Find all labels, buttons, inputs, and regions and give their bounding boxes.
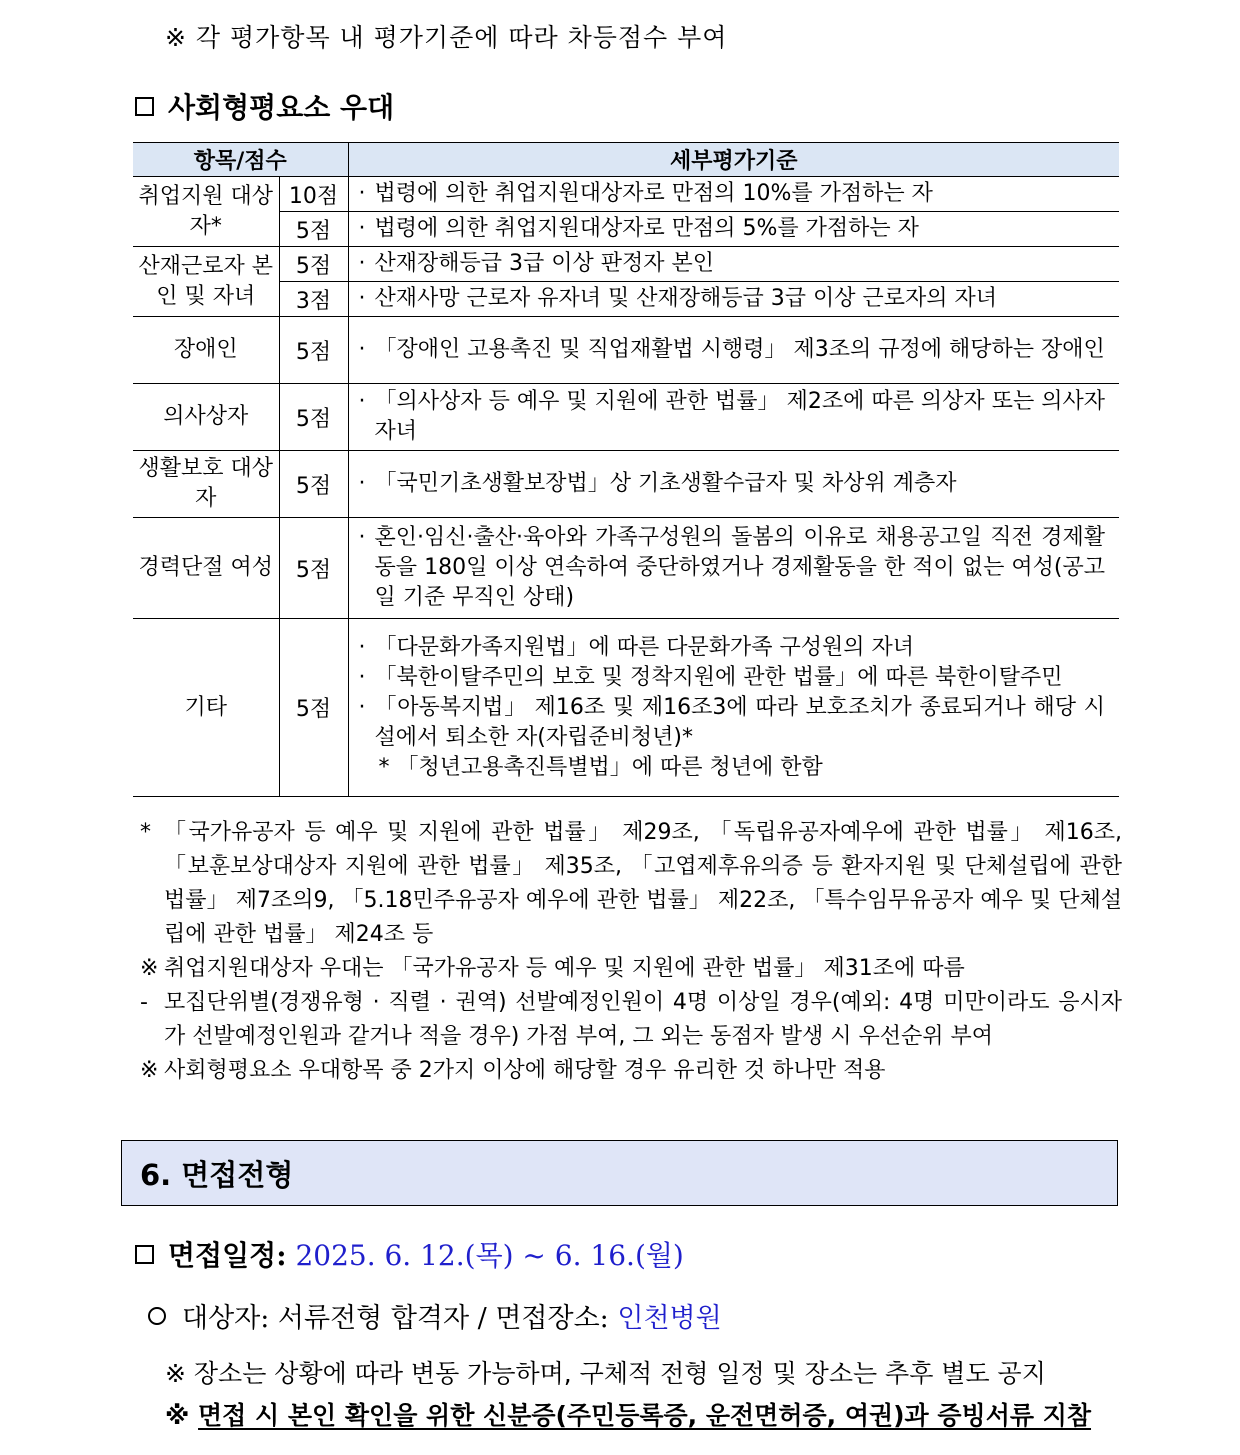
section6-title: 6. 면접전형 [140,1157,294,1192]
criteria-cell: · 산재사망 근로자 유자녀 및 산재장해등급 3급 이상 근로자의 자녀 [348,282,1119,317]
footnotes [140,816,1122,1088]
header-item-points: 항목/점수 [133,143,348,177]
category-cell: 산재근로자 본인 및 자녀 [133,247,279,317]
criteria-cell: · 「의사상자 등 예우 및 지원에 관한 법률」 제2조에 따른 의상자 또는 의사자 자녀 [348,384,1119,451]
table-header-row [133,143,1119,177]
points-cell: 10점 [279,177,348,212]
criteria-cell: · 법령에 의한 취업지원대상자로 만점의 5%를 가점하는 자 [348,212,1119,247]
interview-place: 인천병원 [617,1303,722,1334]
points-cell: 5점 [279,247,348,282]
youth-note: * 「청년고용촉진특별법」에 따른 청년에 한함 [378,754,823,780]
criteria-cell: · 법령에 의한 취업지원대상자로 만점의 10%를 가점하는 자 [348,177,1119,212]
criteria-cell [348,619,1119,797]
category-cell: 기타 [133,619,279,797]
target-label: 대상자: 서류전형 합격자 / 면접장소: [182,1303,609,1334]
table-row [133,619,1119,797]
table-row [133,317,1119,384]
table-row [133,518,1119,619]
points-cell: 5점 [279,317,348,384]
category-cell: 취업지원 대상자* [133,177,279,247]
points-cell: 3점 [279,282,348,317]
category-cell: 생활보호 대상자 [133,451,279,518]
list-item: · 「아동복지법」 제16조 및 제16조3에 따라 보호조치가 종료되거나 해당 시설에서 퇴소한 자(자립준비청년)* [358,694,1105,750]
id-required-note: ※ 면접 시 본인 확인을 위한 신분증(주민등록증, 운전면허증, 여권)과 증빙서류 지참 [165,1401,1092,1430]
table-row [133,282,1119,317]
points-cell: 5점 [279,619,348,797]
criteria-cell: · 혼인·임신·출산·육아와 가족구성원의 돌봄의 이유로 채용공고일 직전 경제활동을 180일 이상 연속하여 중단하였거나 경제활동을 한 적이 없는 여성(공고일 기준 무직인 상태) [348,518,1119,619]
criteria-table [133,142,1119,797]
square-bullet-icon [135,97,154,116]
category-cell: 의사상자 [133,384,279,451]
table-row [133,384,1119,451]
criteria-cell: · 「국민기초생활보장법」상 기초생활수급자 및 차상위 계층자 [348,451,1119,518]
footnote-note1: ※ 취업지원대상자 우대는 「국가유공자 등 예우 및 지원에 관한 법률」 제31조에 따름 [140,956,965,981]
schedule-value: 2025. 6. 12.(목) ~ 6. 16.(월) [295,1239,684,1272]
table-row [133,247,1119,282]
place-change-note: ※ 장소는 상황에 따라 변동 가능하며, 구체적 전형 일정 및 장소는 추후 별도 공지 [165,1359,1046,1388]
footnote-star: * 「국가유공자 등 예우 및 지원에 관한 법률」 제29조, 「독립유공자예우에 관한 법률」 제16조, 「보훈보상대상자 지원에 관한 법률」 제35조, 「고엽제후유의증 등 환자지원 및 단체설립에 관한 법률」 제7조의9, 「5.18민주유공자 예우에 관한 법률」 제22조, 「특수임무유공자 예우 및 단체설립에 관한 법률」 제24조 등 [140,820,1122,947]
header-criteria: 세부평가기준 [348,143,1119,177]
circle-bullet-icon [148,1307,166,1325]
points-cell: 5점 [279,384,348,451]
category-cell: 경력단절 여성 [133,518,279,619]
points-cell: 5점 [279,451,348,518]
list-item: · 「북한이탈주민의 보호 및 정착지원에 관한 법률」에 따른 북한이탈주민 [358,664,1063,690]
evaluation-note: ※ 각 평가항목 내 평가기준에 따라 차등점수 부여 [165,23,728,52]
table-row [133,451,1119,518]
schedule-label: 면접일정: [168,1239,287,1272]
footnote-note3: ※ 사회형평요소 우대항목 중 2가지 이상에 해당할 경우 유리한 것 하나만 적용 [140,1058,886,1083]
category-cell: 장애인 [133,317,279,384]
square-bullet-icon [135,1245,154,1264]
list-item: · 「다문화가족지원법」에 따른 다문화가족 구성원의 자녀 [358,634,915,660]
table-row [133,212,1119,247]
section-title: 사회형평요소 우대 [168,91,395,124]
footnote-note2: - 모집단위별(경쟁유형 · 직렬 · 권역) 선발예정인원이 4명 이상일 경우(예외: 4명 미만이라도 응시자가 선발예정인원과 같거나 적을 경우) 가점 부여, 그 외는 동점자 발생 시 우선순위 부여 [140,990,1122,1049]
table-row [133,177,1119,212]
interview-target [148,1296,722,1335]
criteria-cell: · 산재장해등급 3급 이상 판정자 본인 [348,247,1119,282]
points-cell: 5점 [279,518,348,619]
points-cell: 5점 [279,212,348,247]
interview-schedule [135,1234,684,1274]
criteria-cell: · 「장애인 고용촉진 및 직업재활법 시행령」 제3조의 규정에 해당하는 장애인 [348,317,1119,384]
section6-header [121,1140,1118,1206]
section-heading-social-equity [135,86,394,126]
